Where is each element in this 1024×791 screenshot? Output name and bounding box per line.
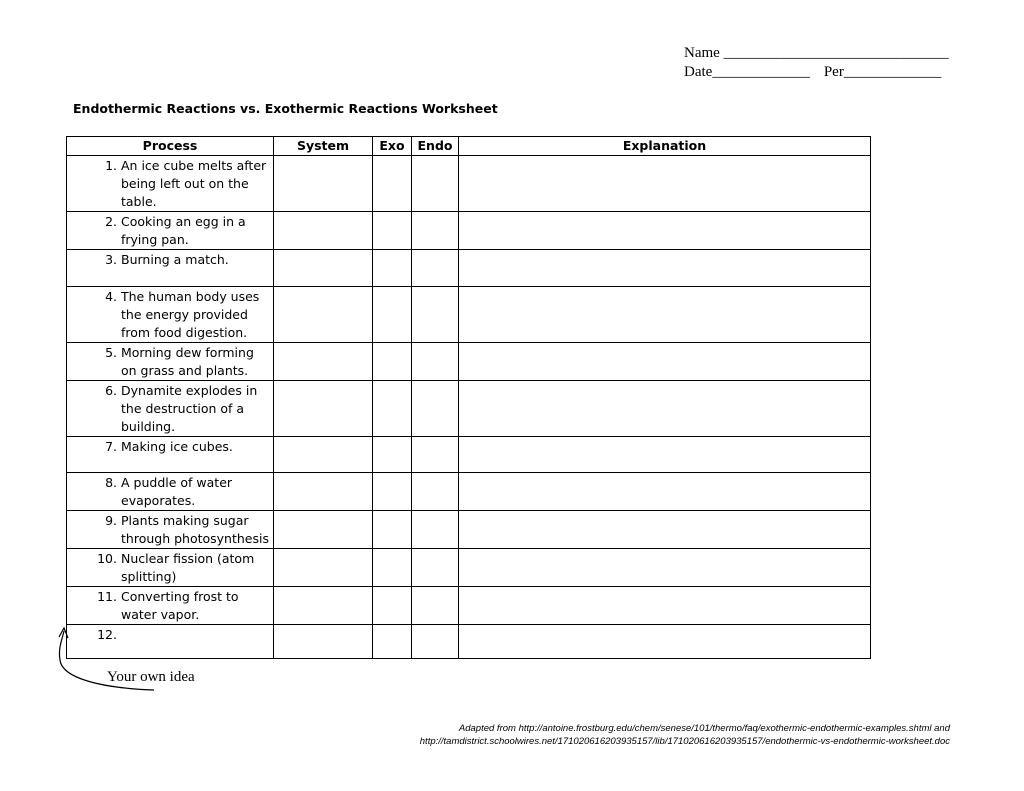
exo-cell[interactable] <box>373 587 412 625</box>
endo-cell[interactable] <box>412 473 459 511</box>
period-field[interactable]: Per_____________ <box>823 64 942 80</box>
endo-cell[interactable] <box>412 212 459 250</box>
exo-cell[interactable] <box>373 511 412 549</box>
endo-cell[interactable] <box>412 156 459 212</box>
explanation-cell[interactable] <box>459 343 871 381</box>
process-number: 9. <box>105 513 117 528</box>
endo-cell[interactable] <box>412 437 459 473</box>
explanation-cell[interactable] <box>459 212 871 250</box>
system-cell[interactable] <box>274 212 373 250</box>
explanation-cell[interactable] <box>459 587 871 625</box>
explanation-cell[interactable] <box>459 625 871 659</box>
process-text: Cooking an egg in a frying pan. <box>121 214 246 247</box>
header-endo: Endo <box>412 137 459 156</box>
endo-cell[interactable] <box>412 250 459 287</box>
process-text: Dynamite explodes in the destruction of a building. <box>121 383 258 434</box>
exo-cell[interactable] <box>373 250 412 287</box>
name-field[interactable]: Name ______________________________ <box>684 45 949 61</box>
worksheet-title: Endothermic Reactions vs. Exothermic Reactions Worksheet <box>73 101 498 116</box>
explanation-cell[interactable] <box>459 473 871 511</box>
system-cell[interactable] <box>274 473 373 511</box>
exo-cell[interactable] <box>373 156 412 212</box>
process-number: 2. <box>105 214 117 229</box>
endo-cell[interactable] <box>412 549 459 587</box>
explanation-cell[interactable] <box>459 511 871 549</box>
explanation-cell[interactable] <box>459 437 871 473</box>
process-number: 6. <box>105 383 117 398</box>
system-cell[interactable] <box>274 343 373 381</box>
process-number: 5. <box>105 345 117 360</box>
system-cell[interactable] <box>274 437 373 473</box>
exo-cell[interactable] <box>373 473 412 511</box>
process-text: Making ice cubes. <box>121 439 233 454</box>
process-text: Burning a match. <box>121 252 229 267</box>
source-line-1: Adapted from http://antoine.frostburg.edu/chem/senese/101/thermo/faq/exothermic-endothermic-examples.shtml and <box>458 723 950 734</box>
system-cell[interactable] <box>274 250 373 287</box>
exo-cell[interactable] <box>373 625 412 659</box>
exo-cell[interactable] <box>373 437 412 473</box>
exo-cell[interactable] <box>373 343 412 381</box>
process-number: 11. <box>97 589 117 604</box>
system-cell[interactable] <box>274 587 373 625</box>
source-line-2: http://tamdistrict.schoolwires.net/171020616203935157/lib/171020616203935157/endothermic-vs-endothermic-worksheet.doc <box>419 736 950 747</box>
explanation-cell[interactable] <box>459 156 871 212</box>
curved-arrow-icon <box>0 0 200 700</box>
process-text: Nuclear fission (atom splitting) <box>121 551 255 584</box>
system-cell[interactable] <box>274 287 373 343</box>
process-number: 7. <box>105 439 117 454</box>
exo-cell[interactable] <box>373 287 412 343</box>
endo-cell[interactable] <box>412 511 459 549</box>
process-text: The human body uses the energy provided from food digestion. <box>121 289 260 340</box>
explanation-cell[interactable] <box>459 250 871 287</box>
endo-cell[interactable] <box>412 625 459 659</box>
header-process: Process <box>67 137 274 156</box>
system-cell[interactable] <box>274 511 373 549</box>
exo-cell[interactable] <box>373 212 412 250</box>
process-text: A puddle of water evaporates. <box>121 475 233 508</box>
source-attribution <box>420 722 950 748</box>
process-number: 10. <box>97 551 117 566</box>
exo-cell[interactable] <box>373 549 412 587</box>
process-text: Converting frost to water vapor. <box>121 589 239 622</box>
endo-cell[interactable] <box>412 343 459 381</box>
process-text: Plants making sugar through photosynthesis <box>121 513 269 546</box>
endo-cell[interactable] <box>412 287 459 343</box>
date-field[interactable]: Date_____________ <box>684 64 810 80</box>
exo-cell[interactable] <box>373 381 412 437</box>
student-info-block <box>684 44 949 82</box>
process-text: An ice cube melts after being left out on the table. <box>121 158 267 209</box>
header-system: System <box>274 137 373 156</box>
process-number: 4. <box>105 289 117 304</box>
system-cell[interactable] <box>274 625 373 659</box>
system-cell[interactable] <box>274 381 373 437</box>
explanation-cell[interactable] <box>459 549 871 587</box>
endo-cell[interactable] <box>412 381 459 437</box>
process-number: 12. <box>97 627 117 642</box>
process-number: 3. <box>105 252 117 267</box>
header-exo: Exo <box>373 137 412 156</box>
process-number: 1. <box>105 158 117 173</box>
process-text: Morning dew forming on grass and plants. <box>121 345 254 378</box>
header-explanation: Explanation <box>459 137 871 156</box>
system-cell[interactable] <box>274 549 373 587</box>
explanation-cell[interactable] <box>459 287 871 343</box>
date-per-line <box>684 63 949 82</box>
own-idea-label: Your own idea <box>107 669 195 685</box>
system-cell[interactable] <box>274 156 373 212</box>
process-number: 8. <box>105 475 117 490</box>
explanation-cell[interactable] <box>459 381 871 437</box>
endo-cell[interactable] <box>412 587 459 625</box>
